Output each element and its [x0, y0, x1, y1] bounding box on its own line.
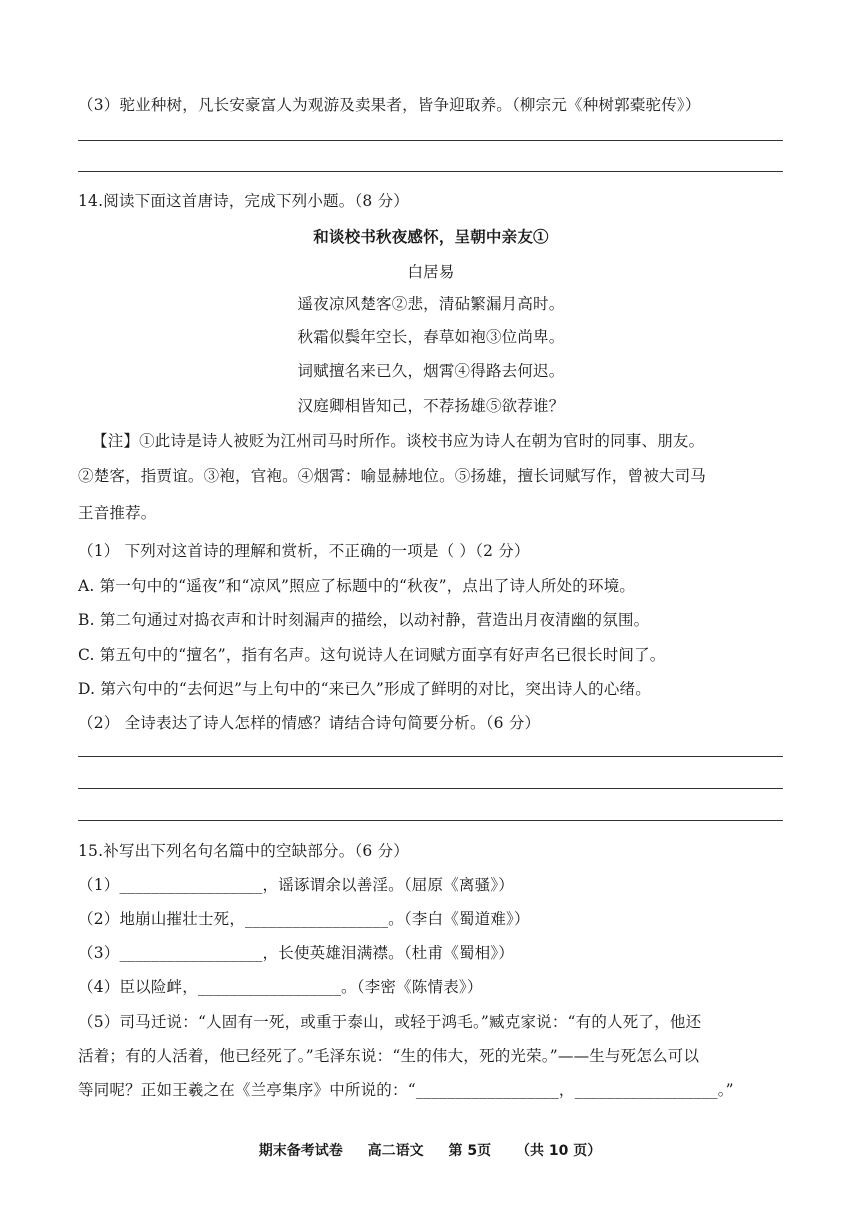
q14-sub1: （1） 下列对这首诗的理解和赏析，不正确的一项是（ ）（2 分）	[78, 542, 530, 560]
footer-exam: 期末备考试卷	[258, 1143, 343, 1159]
option-a: A. 第一句中的“遥夜”和“凉风”照应了标题中的“秋夜”，点出了诗人所处的环境。	[78, 577, 636, 595]
q14-heading: 14.阅读下面这首唐诗，完成下列小题。（8 分）	[78, 192, 409, 210]
option-d: D. 第六句中的“去何迟”与上句中的“来已久”形成了鲜明的对比，突出诗人的心绪。	[78, 680, 651, 698]
q15-heading: 15.补写出下列名句名篇中的空缺部分。（6 分）	[78, 842, 409, 860]
q15-item: （4）臣以险衅，__________________。（李密《陈情表》）	[78, 978, 483, 996]
answer-line	[78, 788, 783, 789]
q15-item: （1）__________________，谣诼谓余以善淫。（屈原《离骚》）	[78, 876, 514, 894]
q15-item5: 活着；有的人活着，他已经死了。”毛泽东说：“生的伟大，死的光荣。”——生与死怎么可以	[78, 1047, 700, 1065]
footer-page: 第 5页	[448, 1143, 492, 1159]
q14-sub2: （2） 全诗表达了诗人怎样的情感？请结合诗句简要分析。（6 分）	[78, 714, 541, 732]
q15-item5: 等同呢？正如王羲之在《兰亭集序》中所说的：“__________________，__________________。”	[78, 1081, 734, 1099]
poem-note: 【注】①此诗是诗人被贬为江州司马时所作。谈校书应为诗人在朝为官时的同事、朋友。	[92, 432, 705, 450]
poem-line: 词赋擅名来已久，烟霄④得路去何迟。	[297, 362, 565, 380]
option-b: B. 第二句通过对捣衣声和计时刻漏声的描绘，以动衬静，营造出月夜清幽的氛围。	[78, 611, 650, 629]
q13-sub3-text: （3）驼业种树，凡长安豪富人为观游及卖果者，皆争迎取养。（柳宗元《种树郭橐驼传》）	[78, 96, 701, 114]
q15-item5: （5）司马迁说：“人固有一死，或重于泰山，或轻于鸿毛。”臧克家说：“有的人死了，他还	[78, 1013, 702, 1031]
poem-line: 遥夜凉风楚客②悲，清砧繁漏月高时。	[297, 295, 565, 313]
page-footer	[0, 1140, 860, 1160]
answer-line	[78, 820, 783, 821]
answer-line	[78, 171, 783, 172]
q15-item: （2）地崩山摧壮士死，__________________。（李白《蜀道难》）	[78, 910, 530, 928]
poem-author: 白居易	[407, 263, 455, 281]
poem-note: 王音推荐。	[78, 504, 157, 522]
poem-line: 秋霜似鬓年空长，春草如袍③位尚卑。	[297, 328, 565, 346]
poem-note: ②楚客，指贾谊。③袍，官袍。④烟霄：喻显赫地位。⑤扬雄，擅长词赋写作，曾被大司马	[78, 467, 707, 485]
q15-item: （3）__________________，长使英雄泪满襟。（杜甫《蜀相》）	[78, 944, 514, 962]
answer-line	[78, 140, 783, 141]
footer-total: （共 10 页）	[516, 1143, 602, 1159]
footer-subject: 高二语文	[367, 1143, 424, 1159]
option-c: C. 第五句中的“擅名”，指有名声。这句说诗人在词赋方面享有好声名已很长时间了。	[78, 646, 666, 664]
answer-line	[78, 756, 783, 757]
poem-line: 汉庭卿相皆知己，不荐扬雄⑤欲荐谁？	[297, 397, 565, 415]
poem-title: 和谈校书秋夜感怀，呈朝中亲友①	[313, 227, 549, 246]
